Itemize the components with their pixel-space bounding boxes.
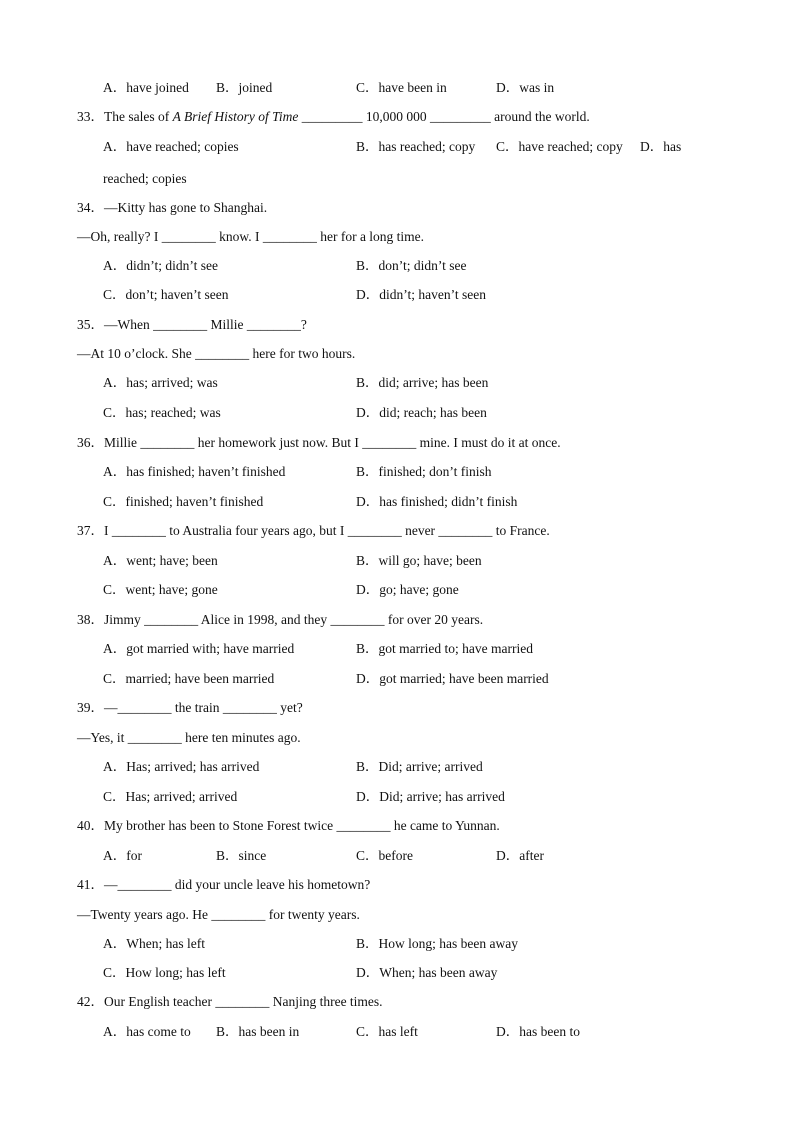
q36-option-c: C．finished; haven’t finished xyxy=(103,494,264,509)
q34-stem-1: 34．—Kitty has gone to Shanghai. xyxy=(77,200,268,215)
q35-option-c: C．has; reached; was xyxy=(103,405,221,420)
q33-option-d: D．has xyxy=(640,139,682,154)
q42-option-c: C．has left xyxy=(356,1024,418,1039)
q38-stem: 38．Jimmy ________ Alice in 1998, and they ________ for over 20 years. xyxy=(77,612,484,627)
q32-option-a: A．have joined xyxy=(103,80,189,95)
q34-stem-2: —Oh, really? I ________ know. I ________ her for a long time. xyxy=(77,229,425,244)
q40-stem: 40．My brother has been to Stone Forest twice ________ he came to Yunnan. xyxy=(77,818,500,833)
q39-option-d: D．Did; arrive; has arrived xyxy=(356,789,505,804)
q34-option-c: C．don’t; haven’t seen xyxy=(103,287,229,302)
q39-option-b: B．Did; arrive; arrived xyxy=(356,759,483,774)
q34-option-d: D．didn’t; haven’t seen xyxy=(356,287,486,302)
q35-stem-2: —At 10 o’clock. She ________ here for two hours. xyxy=(77,346,356,361)
q39-stem-1: 39．—________ the train ________ yet? xyxy=(77,700,303,715)
q40-option-b: B．since xyxy=(216,848,267,863)
q35-option-b: B．did; arrive; has been xyxy=(356,375,489,390)
q42-stem: 42．Our English teacher ________ Nanjing three times. xyxy=(77,994,383,1009)
q38-option-b: B．got married to; have married xyxy=(356,641,533,656)
q42-option-d: D．has been to xyxy=(496,1024,580,1039)
q41-stem-1: 41．—________ did your uncle leave his hometown? xyxy=(77,877,371,892)
q37-option-b: B．will go; have; been xyxy=(356,553,482,568)
q32-option-b: B．joined xyxy=(216,80,273,95)
q33-book-title: A Brief History of Time xyxy=(172,109,299,124)
q42-option-a: A．has come to xyxy=(103,1024,191,1039)
q38-option-d: D．got married; have been married xyxy=(356,671,549,686)
q39-option-a: A．Has; arrived; has arrived xyxy=(103,759,260,774)
q39-stem-2: —Yes, it ________ here ten minutes ago. xyxy=(77,730,301,745)
q38-option-c: C．married; have been married xyxy=(103,671,275,686)
q33-stem-pre: 33．The sales of xyxy=(77,109,173,124)
q42-option-b: B．has been in xyxy=(216,1024,300,1039)
q32-option-d: D．was in xyxy=(496,80,555,95)
q40-option-c: C．before xyxy=(356,848,413,863)
q40-option-a: A．for xyxy=(103,848,142,863)
q33-option-a: A．have reached; copies xyxy=(103,139,239,154)
q35-option-a: A．has; arrived; was xyxy=(103,375,218,390)
q34-option-a: A．didn’t; didn’t see xyxy=(103,258,218,273)
q39-option-c: C．Has; arrived; arrived xyxy=(103,789,238,804)
q41-option-b: B．How long; has been away xyxy=(356,936,518,951)
q37-stem: 37．I ________ to Australia four years ago, but I ________ never ________ to France. xyxy=(77,523,550,538)
q41-option-c: C．How long; has left xyxy=(103,965,226,980)
q41-option-d: D．When; has been away xyxy=(356,965,498,980)
q41-option-a: A．When; has left xyxy=(103,936,205,951)
q33-option-b: B．has reached; copy xyxy=(356,139,476,154)
q37-option-d: D．go; have; gone xyxy=(356,582,459,597)
q33-stem-post: _________ 10,000 000 _________ around the world. xyxy=(298,109,590,124)
q36-option-d: D．has finished; didn’t finish xyxy=(356,494,518,509)
q33-option-c: C．have reached; copy xyxy=(496,139,623,154)
q41-stem-2: —Twenty years ago. He ________ for twenty years. xyxy=(77,907,360,922)
q32-option-c: C．have been in xyxy=(356,80,447,95)
q40-option-d: D．after xyxy=(496,848,544,863)
q33-stem xyxy=(77,108,590,126)
q36-option-a: A．has finished; haven’t finished xyxy=(103,464,286,479)
q35-option-d: D．did; reach; has been xyxy=(356,405,487,420)
q36-stem: 36．Millie ________ her homework just now. But I ________ mine. I must do it at once. xyxy=(77,435,561,450)
q33-option-d-continued: reached; copies xyxy=(103,171,187,186)
q36-option-b: B．finished; don’t finish xyxy=(356,464,492,479)
q37-option-c: C．went; have; gone xyxy=(103,582,218,597)
q37-option-a: A．went; have; been xyxy=(103,553,218,568)
q34-option-b: B．don’t; didn’t see xyxy=(356,258,467,273)
q38-option-a: A．got married with; have married xyxy=(103,641,295,656)
q35-stem-1: 35．—When ________ Millie ________? xyxy=(77,317,307,332)
